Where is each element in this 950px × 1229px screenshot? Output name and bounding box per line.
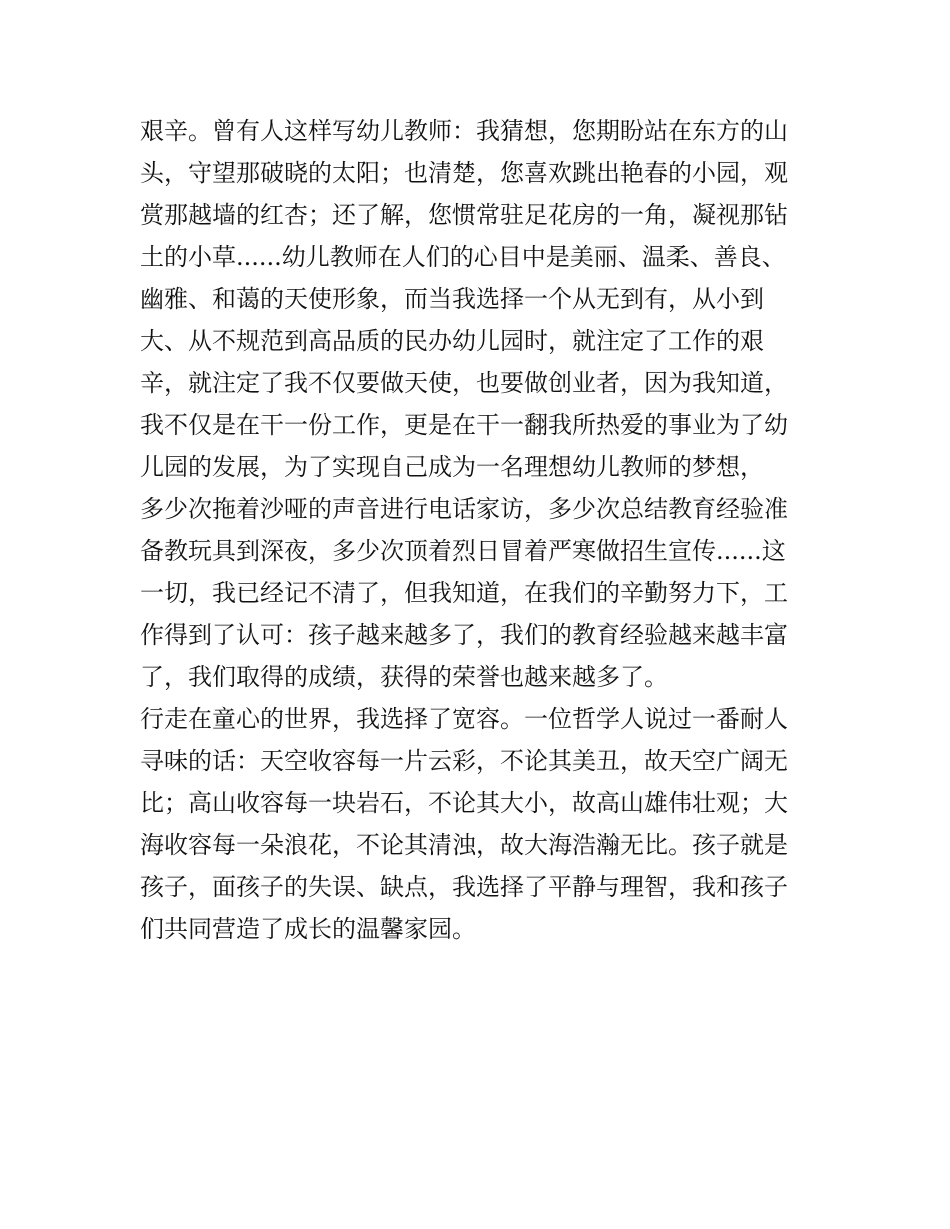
text-line: 海收容每一朵浪花，不论其清浊，故大海浩瀚无比。孩子就是	[140, 831, 788, 859]
text-line: 比；高山收容每一块岩石，不论其大小，故高山雄伟壮观；大	[140, 789, 788, 817]
text-line: 大、从不规范到高品质的民办幼儿园时，就注定了工作的艰	[140, 327, 764, 355]
text-line: 头，守望那破晓的太阳；也清楚，您喜欢跳出艳春的小园，观	[140, 159, 788, 187]
text-line: 幽雅、和蔼的天使形象，而当我选择一个从无到有，从小到	[140, 285, 764, 313]
text-line: 赏那越墙的红杏；还了解，您惯常驻足花房的一角，凝视那钻	[140, 201, 788, 229]
text-line: 一切，我已经记不清了，但我知道，在我们的辛勤努力下，工	[140, 579, 788, 607]
text-line: 儿园的发展，为了实现自己成为一名理想幼儿教师的梦想，	[140, 453, 764, 481]
text-line: 辛，就注定了我不仅要做天使，也要做创业者，因为我知道，	[140, 369, 788, 397]
text-line: 行走在童心的世界，我选择了宽容。一位哲学人说过一番耐人	[140, 705, 788, 733]
text-line: 我不仅是在干一份工作，更是在干一翻我所热爱的事业为了幼	[140, 411, 788, 439]
text-line: 作得到了认可：孩子越来越多了，我们的教育经验越来越丰富	[140, 621, 788, 649]
text-line: 了，我们取得的成绩，获得的荣誉也越来越多了。	[140, 663, 668, 691]
text-line: 多少次拖着沙哑的声音进行电话家访，多少次总结教育经验准	[140, 495, 788, 523]
body-text	[140, 110, 830, 950]
text-line: 土的小草......幼儿教师在人们的心目中是美丽、温柔、善良、	[140, 243, 786, 271]
text-line: 孩子，面孩子的失误、缺点，我选择了平静与理智，我和孩子	[140, 873, 788, 901]
text-line: 寻味的话：天空收容每一片云彩，不论其美丑，故天空广阔无	[140, 747, 788, 775]
text-line: 艰辛。曾有人这样写幼儿教师：我猜想，您期盼站在东方的山	[140, 117, 788, 145]
text-line: 们共同营造了成长的温馨家园。	[140, 915, 476, 943]
text-line: 备教玩具到深夜，多少次顶着烈日冒着严寒做招生宣传......这	[140, 537, 786, 565]
